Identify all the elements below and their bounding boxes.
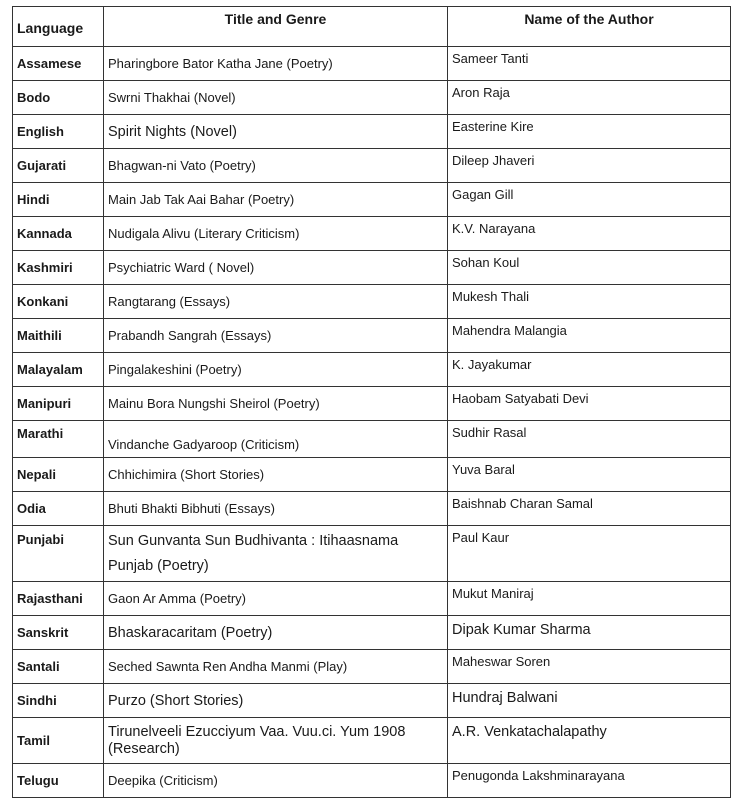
author-cell: Easterine Kire [448,115,731,149]
title-cell: Main Jab Tak Aai Bahar (Poetry) [104,183,448,217]
language-cell: Assamese [13,47,104,81]
author-cell: Mahendra Malangia [448,319,731,353]
author-cell: Sudhir Rasal [448,421,731,458]
author-cell: Paul Kaur [448,526,731,582]
table-row [13,684,731,718]
table-row [13,458,731,492]
table-row [13,582,731,616]
table-row [13,421,731,458]
author-cell: Baishnab Charan Samal [448,492,731,526]
language-cell: Santali [13,650,104,684]
title-cell: Purzo (Short Stories) [104,684,448,718]
language-cell: Rajasthani [13,582,104,616]
title-cell: Nudigala Alivu (Literary Criticism) [104,217,448,251]
language-cell: Punjabi [13,526,104,582]
language-cell: Malayalam [13,353,104,387]
author-cell: Yuva Baral [448,458,731,492]
title-cell: Spirit Nights (Novel) [104,115,448,149]
title-cell: Bhaskaracaritam (Poetry) [104,616,448,650]
author-cell: Haobam Satyabati Devi [448,387,731,421]
title-cell: Pharingbore Bator Katha Jane (Poetry) [104,47,448,81]
header-language: Language [13,7,104,47]
title-cell: Gaon Ar Amma (Poetry) [104,582,448,616]
author-cell: A.R. Venkatachalapathy [448,718,731,764]
language-cell: Kashmiri [13,251,104,285]
language-cell: Manipuri [13,387,104,421]
table-row [13,115,731,149]
language-cell: Tamil [13,718,104,764]
table-row [13,319,731,353]
author-cell: Dipak Kumar Sharma [448,616,731,650]
author-cell: Aron Raja [448,81,731,115]
language-cell: Sanskrit [13,616,104,650]
language-cell: Sindhi [13,684,104,718]
title-cell: Bhagwan-ni Vato (Poetry) [104,149,448,183]
author-cell: Sameer Tanti [448,47,731,81]
author-cell: Mukesh Thali [448,285,731,319]
table-row [13,353,731,387]
title-cell: Deepika (Criticism) [104,764,448,798]
title-cell: Mainu Bora Nungshi Sheirol (Poetry) [104,387,448,421]
language-cell: Konkani [13,285,104,319]
table-row [13,285,731,319]
title-cell: Tirunelveeli Ezucciyum Vaa. Vuu.ci. Yum 1908 (Research) [104,718,448,764]
table-row [13,387,731,421]
title-cell: Seched Sawnta Ren Andha Manmi (Play) [104,650,448,684]
language-cell: Hindi [13,183,104,217]
table-row [13,217,731,251]
language-cell: Telugu [13,764,104,798]
title-cell: Vindanche Gadyaroop (Criticism) [104,421,448,458]
language-cell: English [13,115,104,149]
author-cell: Hundraj Balwani [448,684,731,718]
header-author: Name of the Author [448,7,731,47]
table-row [13,650,731,684]
author-cell: K.V. Narayana [448,217,731,251]
author-cell: Maheswar Soren [448,650,731,684]
author-cell: K. Jayakumar [448,353,731,387]
author-cell: Mukut Maniraj [448,582,731,616]
language-cell: Nepali [13,458,104,492]
language-cell: Maithili [13,319,104,353]
author-cell: Dileep Jhaveri [448,149,731,183]
table-row [13,251,731,285]
language-cell: Odia [13,492,104,526]
table-row [13,183,731,217]
title-cell: Chhichimira (Short Stories) [104,458,448,492]
author-cell: Penugonda Lakshminarayana [448,764,731,798]
language-cell: Gujarati [13,149,104,183]
title-cell: Swrni Thakhai (Novel) [104,81,448,115]
table-row [13,764,731,798]
awards-table [12,6,731,798]
language-cell: Kannada [13,217,104,251]
header-row [13,7,731,47]
table-row [13,47,731,81]
table-row [13,718,731,764]
language-cell: Bodo [13,81,104,115]
table-row [13,492,731,526]
table-row [13,616,731,650]
table-row [13,149,731,183]
author-cell: Sohan Koul [448,251,731,285]
table-row [13,81,731,115]
document-page [12,6,730,798]
title-cell: Rangtarang (Essays) [104,285,448,319]
author-cell: Gagan Gill [448,183,731,217]
title-cell: Pingalakeshini (Poetry) [104,353,448,387]
header-title-genre: Title and Genre [104,7,448,47]
table-row [13,526,731,582]
title-cell: Bhuti Bhakti Bibhuti (Essays) [104,492,448,526]
language-cell: Marathi [13,421,104,458]
title-cell: Psychiatric Ward ( Novel) [104,251,448,285]
title-cell: Prabandh Sangrah (Essays) [104,319,448,353]
title-cell: Sun Gunvanta Sun Budhivanta : Itihaasnama Punjab (Poetry) [104,526,448,582]
